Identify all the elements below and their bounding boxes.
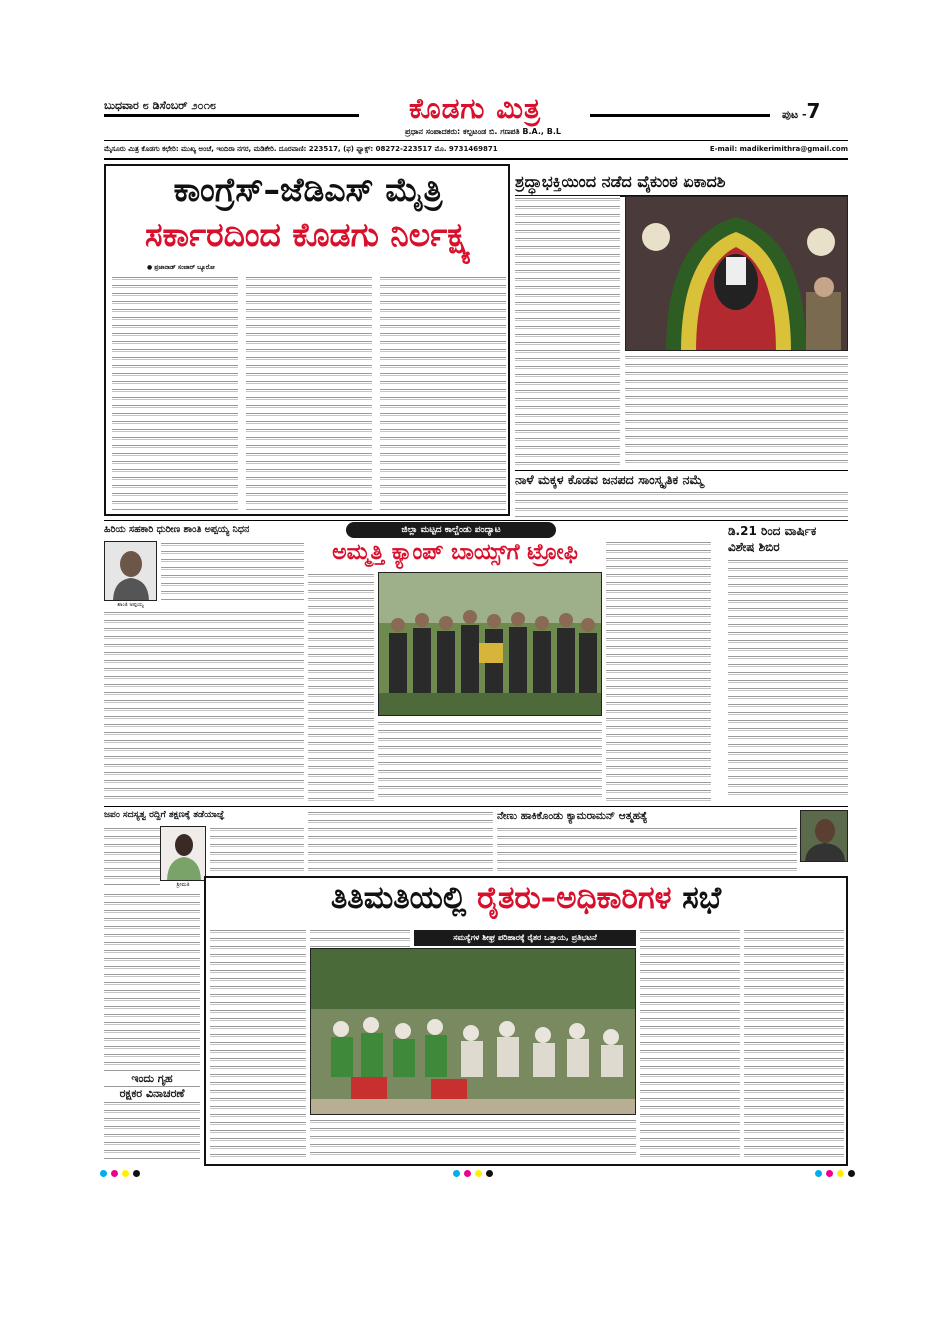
center-body-2 bbox=[308, 810, 493, 874]
contact-bar bbox=[104, 142, 848, 156]
magenta-dot bbox=[111, 1170, 118, 1177]
registration-dots-left bbox=[100, 1170, 140, 1177]
japa-body-bottom bbox=[104, 892, 200, 1160]
lead-headline-2: ಸರ್ಕಾರದಿಂದ ಕೊಡಗು ನಿರ್ಲಕ್ಷ್ಯ bbox=[145, 215, 471, 254]
farmers-body-bottom bbox=[310, 1118, 636, 1160]
contact-rule-top bbox=[104, 140, 848, 141]
header-rule-right bbox=[590, 114, 770, 117]
japa-body-left bbox=[104, 826, 160, 886]
japa-body-mid bbox=[210, 826, 304, 874]
suicide-photo bbox=[800, 810, 848, 862]
farmers-body-mid bbox=[640, 928, 740, 1158]
magenta-dot bbox=[826, 1170, 833, 1177]
vaikunta-headline: ಶ್ರದ್ಧಾಭಕ್ತಿಯಿಂದ ನಡೆದ ವೈಕುಂಠ ಏಕಾದಶಿ bbox=[515, 172, 848, 197]
grahrakshaka-headline-2: ರಕ್ಷಕರ ವಿನಾಚರಣೆ bbox=[104, 1087, 200, 1101]
temple-photo-image bbox=[626, 197, 848, 351]
header-date: ಬುಧವಾರ ೮ ಡಿಸೆಂಬರ್ ೨೦೧೮ bbox=[104, 99, 217, 112]
farmers-headline-1: ತಿತಿಮತಿಯಲ್ಲಿ bbox=[330, 880, 467, 916]
vaikunta-body-left bbox=[515, 196, 620, 468]
page-number: 7 bbox=[806, 99, 821, 123]
registration-dots-right bbox=[815, 1170, 855, 1177]
masthead: ಕೊಡಗು ಮಿತ್ರ bbox=[408, 92, 541, 125]
farmers-body-far-left bbox=[210, 928, 306, 1160]
contact-rule-bottom bbox=[104, 158, 848, 160]
yellow-dot bbox=[475, 1170, 482, 1177]
black-dot bbox=[486, 1170, 493, 1177]
black-dot bbox=[848, 1170, 855, 1177]
vaikunta-body-right bbox=[625, 354, 848, 468]
japa-caption: ಶ್ರೀಮತಿ bbox=[176, 882, 190, 888]
black-dot bbox=[133, 1170, 140, 1177]
football-team-photo-image bbox=[379, 573, 602, 716]
magenta-dot bbox=[464, 1170, 471, 1177]
header-rule-left bbox=[104, 114, 359, 117]
janapada-headline: ನಾಳೆ ಮಕ್ಕಳ ಕೊಡವ ಜನಪದ ಸಾಂಸ್ಕೃತಿಕ ನಮ್ಮೆ bbox=[515, 472, 704, 487]
football-kicker: ಜಿಲ್ಲಾ ಮಟ್ಟದ ಕಾಲ್ಚೆಂಡು ಪಂದ್ಯಾಟ bbox=[346, 522, 556, 538]
camp-headline-1: ಡಿ.21 ರಿಂದ ವಾರ್ಷಿಕ bbox=[728, 524, 817, 538]
cyan-dot bbox=[100, 1170, 107, 1177]
janapada-rule bbox=[515, 470, 848, 471]
obit-body bbox=[161, 541, 304, 601]
page-label bbox=[782, 99, 820, 123]
contact-email: E-mail: madikerimithra@gmail.com bbox=[709, 145, 848, 153]
obit-body-2 bbox=[104, 610, 304, 802]
yellow-dot bbox=[837, 1170, 844, 1177]
football-body-mid bbox=[606, 540, 711, 802]
grahrakshaka-headline-1: ಇಂದು ಗೃಹ bbox=[104, 1072, 200, 1086]
cyan-dot bbox=[815, 1170, 822, 1177]
farmers-headline-3: ಸಭೆ bbox=[682, 880, 722, 916]
page-label-text: ಪುಟ - bbox=[782, 108, 807, 121]
football-team-photo bbox=[378, 572, 602, 716]
farmers-subhead: ಸಮಸ್ಯೆಗಳ ಶೀಘ್ರ ಪರಿಹಾರಕ್ಕೆ ರೈತರ ಒತ್ತಾಯ, ಪ್ರತಿಭಟನೆ bbox=[414, 930, 636, 946]
camp-body bbox=[728, 558, 848, 796]
suicide-body bbox=[497, 826, 797, 874]
contact-info: ಮೈಸೂರು ಮಿತ್ರ ಕೊಡಗು ಕಛೇರಿ: ಮುಖ್ಯ ಅಂಚೆ, ಇಂದಿರಾ ನಗರ, ಮಡಿಕೇರಿ. ದೂರವಾಣಿ: 223517, (ಫ) ಫ್ಯಾಕ್ಸ್: 08272-223517 ಮೊ. 9731469871 bbox=[104, 144, 498, 153]
football-body-right bbox=[378, 720, 602, 802]
mid-rule bbox=[104, 520, 848, 521]
lead-headline-1: ಕಾಂಗ್ರೆಸ್–ಜೆಡಿಎಸ್ ಮೈತ್ರಿ bbox=[173, 170, 443, 209]
football-headline: ಅಮ್ಮತ್ತಿ ಕ್ಯಾಂಪ್ ಬಾಯ್ಸ್‌ಗೆ ಟ್ರೋಫಿ bbox=[332, 540, 578, 565]
football-body-left bbox=[308, 572, 374, 802]
farmers-headline bbox=[208, 880, 844, 917]
obit-photo-image bbox=[105, 542, 157, 601]
suicide-photo-image bbox=[801, 811, 848, 862]
farmers-photo bbox=[310, 948, 636, 1115]
japa-photo-image bbox=[161, 827, 206, 881]
camp-headline-2: ವಿಶೇಷ ಶಿಬಿರ bbox=[728, 540, 780, 554]
registration-dots-center bbox=[453, 1170, 493, 1177]
editor-line: ಪ್ರಧಾನ ಸಂಪಾದಕರು: ಕಲ್ಪಟಂಡ ಬಿ. ಗಣಪತಿ B.A., B.L bbox=[405, 127, 561, 136]
farmers-photo-image bbox=[311, 949, 636, 1115]
obit-headline: ಹಿರಿಯ ಸಹಕಾರಿ ಧುರೀಣ ಶಾಂತಿ ಅಪ್ಪಯ್ಯ ನಿಧನ bbox=[104, 524, 250, 535]
farmers-body-right bbox=[744, 928, 844, 1158]
japa-photo bbox=[160, 826, 206, 881]
lead-byline: ● ಪ್ರಜಾನಾಡ್ ಸಂಜಾರ್ ಬ್ಯೂರೋ bbox=[147, 264, 215, 271]
yellow-dot bbox=[122, 1170, 129, 1177]
obit-photo bbox=[104, 541, 157, 601]
japa-headline: ಜಪಂ ಸದಸ್ಯತ್ವ ರದ್ದಿಗೆ ತಕ್ಷಣಕ್ಕೆ ತಡೆಯಾಜ್ಞೆ bbox=[104, 810, 225, 820]
obit-caption: ಶಾಂತಿ ಅಪ್ಪಯ್ಯ bbox=[117, 602, 144, 608]
suicide-headline: ನೇಣು ಹಾಕಿಕೊಂಡು ಕ್ಯಾಮರಾಮನ್ ಆತ್ಮಹತ್ಯೆ bbox=[497, 810, 648, 822]
farmers-headline-2: ರೈತರು–ಅಧಿಕಾರಿಗಳ bbox=[477, 880, 672, 916]
temple-photo bbox=[625, 196, 848, 351]
lead-body bbox=[112, 275, 506, 511]
cyan-dot bbox=[453, 1170, 460, 1177]
mid-rule-2 bbox=[104, 806, 848, 807]
janapada-body bbox=[515, 490, 848, 518]
